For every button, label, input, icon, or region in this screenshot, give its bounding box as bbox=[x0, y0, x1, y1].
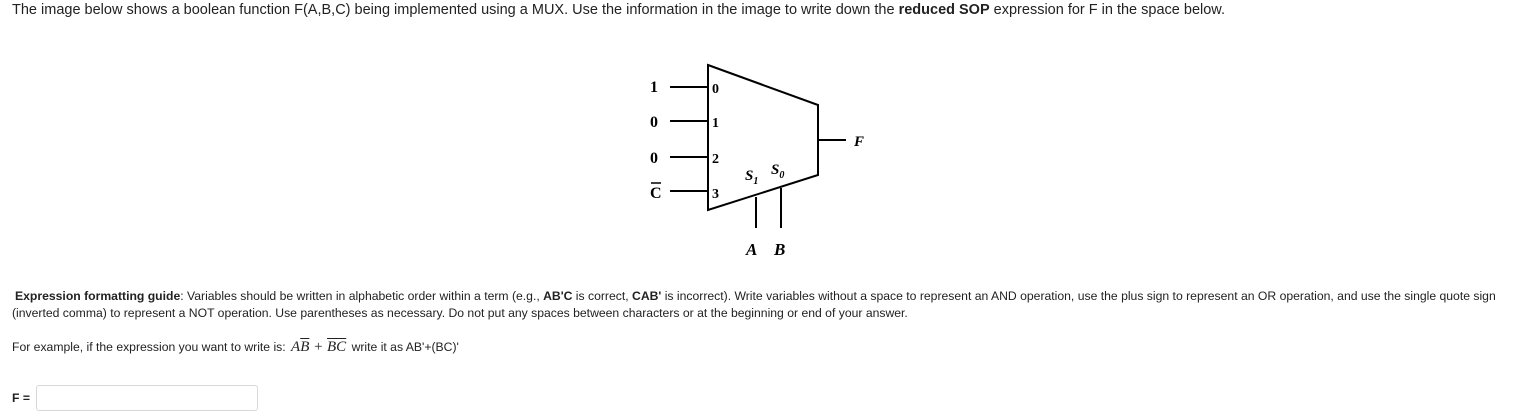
port-label-2: 2 bbox=[712, 152, 719, 167]
guide-part3: is incorrect). Write variables without a space to represent an AND operation, use the plus sign to represent an OR operation, and use the single quote sign (inverted comma) to represent a NOT operation. Use parentheses as necessary. Do not put any spaces between characters or at the beginning or end of your answer. bbox=[12, 289, 1496, 320]
mux-body bbox=[708, 65, 818, 210]
formatting-guide bbox=[12, 288, 1502, 322]
port-label-1: 1 bbox=[712, 116, 719, 131]
select-label-s0-sub: 0 bbox=[779, 170, 785, 181]
example-text-middle: write it as bbox=[348, 340, 406, 354]
question-bold-term: reduced SOP bbox=[898, 2, 990, 18]
input-value-3: C bbox=[650, 185, 662, 202]
guide-part2: is correct, bbox=[572, 289, 633, 303]
input-value-0: 1 bbox=[650, 79, 658, 96]
guide-lead: Expression formatting guide bbox=[15, 289, 181, 303]
input-value-1: 0 bbox=[650, 114, 658, 131]
answer-label: F = bbox=[12, 391, 30, 405]
guide-incorrect-example: CAB' bbox=[632, 289, 662, 303]
select-label-s1-sub: 1 bbox=[753, 176, 759, 187]
select-label-s0-main: S bbox=[771, 162, 780, 178]
guide-correct-example: AB'C bbox=[543, 289, 573, 303]
example-written-form: AB'+(BC)' bbox=[405, 340, 459, 354]
port-label-0: 0 bbox=[712, 82, 719, 97]
example-math-b: $\overline{B}$ bbox=[300, 339, 310, 355]
answer-input[interactable] bbox=[36, 385, 258, 411]
example-math-plus: + bbox=[309, 339, 328, 355]
answer-row bbox=[12, 383, 258, 413]
example-math-a: A bbox=[291, 339, 301, 355]
output-label: F bbox=[854, 134, 865, 150]
port-label-3: 3 bbox=[712, 187, 719, 202]
question-text bbox=[12, 2, 1225, 19]
question-text-before: The image below shows a boolean function F(A,B,C) being implemented using a MUX. Use the information in the image to write down the bbox=[12, 2, 899, 18]
question-text-after: expression for F in the space below. bbox=[989, 2, 1225, 18]
select-input-b: B bbox=[774, 240, 786, 259]
select-label-s1-main: S bbox=[745, 168, 754, 184]
example-text-before: For example, if the expression you want to write is: bbox=[12, 340, 290, 354]
example-text bbox=[12, 338, 459, 356]
example-math bbox=[289, 339, 348, 355]
select-input-a: A bbox=[746, 240, 758, 259]
guide-part1: : Variables should be written in alphabetic order within a term (e.g., bbox=[180, 289, 544, 303]
mux-diagram bbox=[620, 60, 880, 270]
input-value-2: 0 bbox=[650, 150, 658, 167]
example-math-bc: $\overline{BC}$ bbox=[327, 339, 347, 355]
